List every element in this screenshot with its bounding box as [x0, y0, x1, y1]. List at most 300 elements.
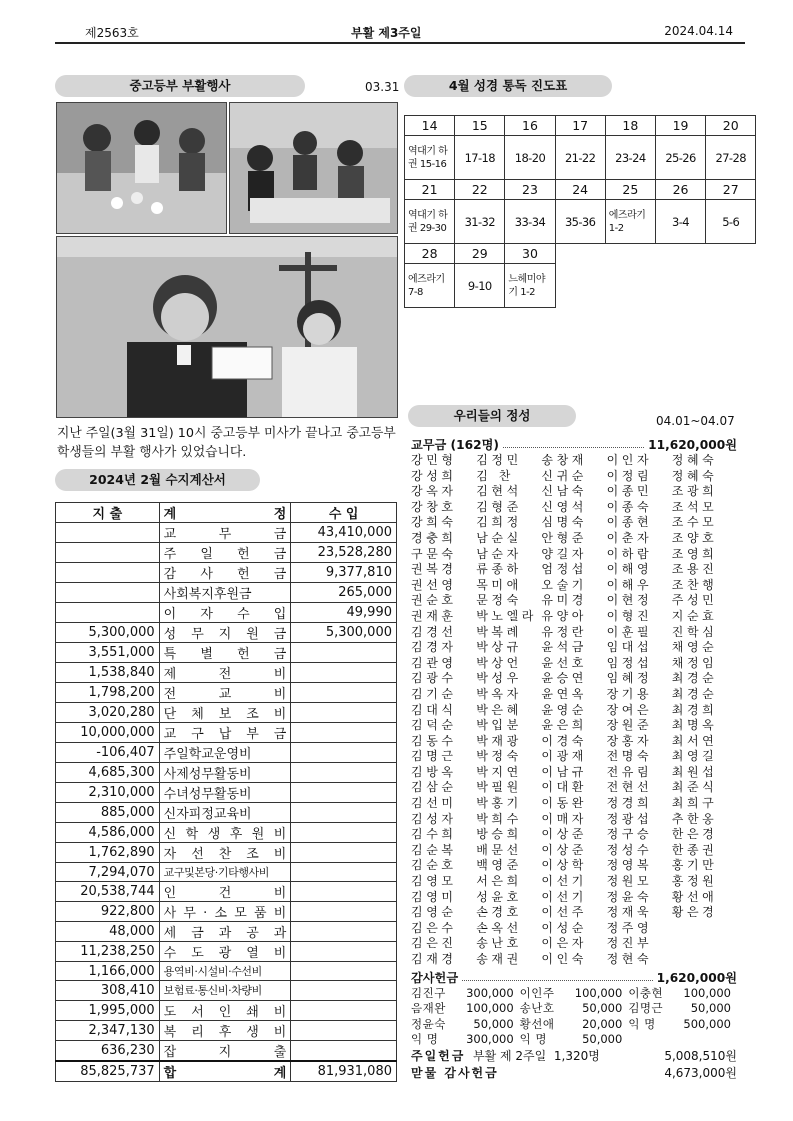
ledger-out-cell: 5,300,000	[56, 623, 160, 643]
gyomu-label: 교무금 (162명)	[411, 438, 499, 452]
donor-name: 방승희	[476, 827, 522, 842]
schedule-reading: 33-34	[505, 200, 555, 244]
donor-name: 이현정	[606, 593, 653, 608]
ledger-total-row	[56, 1061, 397, 1082]
donor-name: 김덕순	[411, 718, 457, 733]
donor-row	[411, 671, 737, 687]
donor-name: 이하람	[606, 546, 653, 561]
donor-name: 진학심	[671, 624, 718, 639]
schedule-reading: 21-22	[555, 136, 605, 180]
schedule-day: 17	[555, 116, 605, 136]
gift-amount: 100,000	[574, 985, 623, 1000]
thanks-label: 맏물 감사헌금	[411, 1065, 499, 1080]
donor-name: 조용진	[671, 562, 718, 577]
ledger-in-cell	[291, 942, 397, 962]
ledger-in-cell: 43,410,000	[291, 523, 397, 543]
ledger-row	[56, 623, 397, 643]
schedule-day: 23	[505, 180, 555, 200]
ledger-item-cell: 수녀성무활동비	[159, 783, 291, 803]
gift-donor: 이인주	[519, 985, 555, 1000]
donor-name: 김현석	[476, 484, 522, 499]
donor-name: 권선영	[411, 577, 457, 592]
donor-name: 박복례	[476, 624, 522, 639]
donor-row	[411, 890, 737, 906]
ledger-item-cell: 신 학 생 후 원 비	[159, 823, 291, 843]
donor-name: 최명옥	[671, 718, 718, 733]
donor-name: 홍기만	[671, 858, 718, 873]
donor-name: 최준식	[671, 780, 718, 795]
schedule-reading-row	[405, 136, 756, 180]
donor-row	[411, 734, 737, 750]
gyomu-names	[411, 453, 737, 968]
donor-name: 목미애	[476, 577, 522, 592]
ledger-item-cell: 사 무 · 소 모 품 비	[159, 902, 291, 922]
donor-name: 박성우	[476, 671, 522, 686]
donor-row	[411, 656, 737, 672]
donor-name: 지순효	[671, 608, 718, 623]
donor-row	[411, 749, 737, 765]
sunday-count: 1,320명	[553, 1048, 600, 1063]
donor-row	[411, 562, 737, 578]
donor-name: 송재권	[476, 952, 522, 966]
ledger-out-cell	[56, 603, 160, 623]
ledger-header-in: 수 입	[291, 503, 397, 523]
event-photo-1	[56, 102, 227, 234]
gift-row	[411, 1032, 737, 1048]
donor-name: 이성순	[541, 920, 587, 935]
schedule-reading-row	[405, 200, 756, 244]
gift-row	[411, 986, 737, 1002]
event-date: 03.31	[365, 80, 400, 94]
ledger-header-item: 계 정	[159, 503, 291, 523]
ledger-item-cell: 세 금 과 공 과	[159, 922, 291, 942]
donor-name: 정혜숙	[671, 468, 718, 483]
ledger-out-cell: 1,762,890	[56, 843, 160, 863]
donor-name: 문정숙	[476, 593, 522, 608]
donor-name: 추한옹	[671, 811, 718, 826]
schedule-day: 29	[455, 244, 505, 264]
ledger-item-cell: 보험료·통신비·차량비	[159, 981, 291, 1000]
gift-donor: 황선애	[519, 1016, 555, 1031]
ledger-item-cell: 잡 지 출	[159, 1040, 291, 1061]
donor-name: 권복경	[411, 562, 457, 577]
ledger-item-cell: 이 자 수 입	[159, 603, 291, 623]
ledger-row	[56, 803, 397, 823]
liturgical-title: 부활 제3주일	[351, 26, 422, 40]
donor-name: 김선미	[411, 796, 457, 811]
gift-amount: 100,000	[683, 985, 731, 1000]
schedule-reading: 31-32	[455, 200, 505, 244]
schedule-day: 19	[655, 116, 705, 136]
gift-donor: 정윤숙	[411, 1016, 446, 1031]
ledger-row	[56, 583, 397, 603]
donor-name: 김광수	[411, 671, 457, 686]
ledger-table	[55, 502, 397, 1082]
ledger-out-cell: -106,407	[56, 743, 160, 763]
donor-name: 박지연	[476, 764, 522, 779]
ledger-out-cell: 10,000,000	[56, 723, 160, 743]
donor-name: 이해우	[606, 577, 653, 592]
donor-name: 김희정	[476, 515, 522, 530]
donor-name: 강성희	[411, 468, 457, 483]
schedule-day: 16	[505, 116, 555, 136]
ledger-row	[56, 981, 397, 1000]
gift-amount: 50,000	[473, 1016, 514, 1031]
schedule-reading: 에즈라기 7-8	[405, 264, 455, 308]
donor-name: 정경희	[606, 796, 653, 811]
donor-name: 장원준	[606, 718, 653, 733]
donor-name: 조영희	[671, 546, 718, 561]
donor-name: 조양호	[671, 530, 718, 545]
donor-name: 강희숙	[411, 515, 457, 530]
donor-name: 유미경	[541, 593, 587, 608]
donor-name: 김정민	[476, 453, 522, 467]
donor-row	[411, 531, 737, 547]
donor-name: 김동수	[411, 733, 457, 748]
ledger-row	[56, 942, 397, 962]
donor-name: 장기용	[606, 686, 653, 701]
donor-row	[411, 547, 737, 563]
ledger-row	[56, 703, 397, 723]
donor-name: 정성수	[606, 842, 653, 857]
ledger-in-cell: 5,300,000	[291, 623, 397, 643]
ledger-row	[56, 783, 397, 803]
donor-name: 배문선	[476, 842, 522, 857]
event-photo-3	[56, 236, 398, 418]
donor-name: 황은경	[671, 905, 718, 920]
gamsa-line	[411, 969, 737, 986]
ledger-total-label: 합 계	[159, 1061, 291, 1082]
donor-name: 김대식	[411, 702, 457, 717]
donor-row	[411, 874, 737, 890]
ledger-item-cell: 수 도 광 열 비	[159, 942, 291, 962]
donor-name: 윤승연	[541, 671, 587, 686]
donor-row	[411, 578, 737, 594]
donor-name: 이상학	[541, 858, 587, 873]
donor-name: 이선기	[541, 889, 587, 904]
donor-name: 김형준	[476, 499, 522, 514]
donor-name: 이정림	[606, 468, 653, 483]
donor-name: 신귀순	[541, 468, 587, 483]
ledger-out-cell: 308,410	[56, 981, 160, 1000]
donor-name: 전유림	[606, 764, 653, 779]
donor-row	[411, 500, 737, 516]
gift-amount: 300,000	[466, 985, 514, 1000]
donor-name	[672, 936, 737, 952]
ledger-item-cell: 신자피정교육비	[159, 803, 291, 823]
ledger-in-cell	[291, 962, 397, 981]
ledger-in-cell	[291, 643, 397, 663]
ledger-out-cell: 636,230	[56, 1040, 160, 1061]
schedule-reading: 17-18	[455, 136, 505, 180]
gyomu-amount: 11,620,000원	[648, 438, 737, 452]
event-photo-2	[229, 102, 398, 234]
donor-name: 손경호	[476, 905, 522, 920]
donor-name: 김삼순	[411, 780, 457, 795]
donor-name: 황선애	[671, 889, 718, 904]
ledger-item-cell: 복 리 후 생 비	[159, 1020, 291, 1040]
donor-name: 손옥선	[476, 920, 522, 935]
ledger-item-cell: 사회복지후원금	[159, 583, 291, 603]
ledger-out-cell: 1,166,000	[56, 962, 160, 981]
sunday-label: 주일헌금	[411, 1048, 466, 1063]
donor-row	[411, 812, 737, 828]
ledger-out-cell	[56, 563, 160, 583]
donor-name: 정광섭	[606, 811, 653, 826]
donor-name: 신남숙	[541, 484, 587, 499]
donor-row	[411, 796, 737, 812]
donor-name: 이상준	[541, 827, 587, 842]
donor-name: 전명숙	[606, 749, 653, 764]
gamsa-gifts	[411, 986, 737, 1048]
donor-row	[411, 936, 737, 952]
thanks-amount: 4,673,000원	[664, 1065, 737, 1080]
donor-name: 임대섭	[606, 640, 653, 655]
ledger-out-cell: 922,800	[56, 902, 160, 922]
donor-name: 최원섭	[671, 764, 718, 779]
schedule-day: 28	[405, 244, 455, 264]
donor-name: 오술기	[541, 577, 587, 592]
donor-name: 최경희	[671, 702, 718, 717]
ledger-body	[56, 523, 397, 1061]
donor-name: 박은혜	[476, 702, 522, 717]
donor-name: 백영준	[476, 858, 522, 873]
donor-row	[411, 921, 737, 937]
donor-name: 양길자	[541, 546, 587, 561]
ledger-in-cell	[291, 743, 397, 763]
ledger-row	[56, 1020, 397, 1040]
donor-name: 이광재	[541, 749, 587, 764]
offerings-period: 04.01~04.07	[656, 414, 735, 428]
gift-donor: 송난호	[519, 1001, 555, 1016]
donor-name: 정현숙	[606, 952, 653, 966]
gift-amount: 100,000	[466, 1001, 514, 1016]
ledger-row	[56, 543, 397, 563]
donor-name: 김경자	[411, 640, 457, 655]
ledger-item-cell: 인 건 비	[159, 882, 291, 902]
donor-name: 조수모	[671, 515, 718, 530]
schedule-title: 4월 성경 통독 진도표	[404, 75, 612, 97]
donor-name: 이해영	[606, 562, 653, 577]
ledger-item-cell: 전 교 비	[159, 683, 291, 703]
donor-name: 유양아	[541, 608, 587, 623]
ledger-title: 2024년 2월 수지계산서	[55, 469, 260, 491]
reading-schedule-table	[404, 115, 756, 308]
gift-donor	[628, 1032, 678, 1048]
donor-name: 최경순	[671, 671, 718, 686]
donor-name: 임혜정	[606, 671, 653, 686]
donor-name: 이종숙	[606, 499, 653, 514]
donor-name: 권재훈	[411, 608, 457, 623]
schedule-reading: 25-26	[655, 136, 705, 180]
offerings-list	[411, 436, 737, 1082]
ledger-in-cell	[291, 863, 397, 882]
ledger-in-cell	[291, 882, 397, 902]
ledger-in-cell	[291, 843, 397, 863]
schedule-reading: 27-28	[706, 136, 756, 180]
donor-name: 임정섭	[606, 655, 653, 670]
donor-name: 권순호	[411, 593, 457, 608]
ledger-out-cell: 7,294,070	[56, 863, 160, 882]
ledger-row	[56, 882, 397, 902]
ledger-in-cell: 265,000	[291, 583, 397, 603]
donor-name: 조석모	[671, 499, 718, 514]
sunday-offering-line	[411, 1048, 737, 1065]
donor-name: 박재광	[476, 733, 522, 748]
donor-row	[411, 515, 737, 531]
donor-name: 윤영순	[541, 702, 587, 717]
donor-name: 김재경	[411, 952, 457, 966]
ledger-in-cell	[291, 683, 397, 703]
donor-name: 송창재	[541, 453, 587, 467]
ledger-row	[56, 922, 397, 942]
donor-name: 박상규	[476, 640, 522, 655]
ledger-row	[56, 563, 397, 583]
donor-name: 김경선	[411, 624, 457, 639]
gift-donor: 익 명	[411, 1032, 439, 1047]
schedule-day: 24	[555, 180, 605, 200]
donor-row	[411, 952, 737, 968]
donor-name: 김관영	[411, 655, 457, 670]
donor-name: 정주영	[606, 920, 653, 935]
donor-name: 김순호	[411, 858, 457, 873]
donor-row	[411, 687, 737, 703]
ledger-out-cell: 4,586,000	[56, 823, 160, 843]
donor-name	[672, 921, 737, 937]
ledger-out-cell: 1,995,000	[56, 1000, 160, 1020]
ledger-out-cell: 20,538,744	[56, 882, 160, 902]
ledger-total-out: 85,825,737	[56, 1061, 160, 1082]
donor-row	[411, 858, 737, 874]
sunday-amount: 5,008,510원	[664, 1048, 737, 1063]
donor-name: 정혜숙	[671, 453, 718, 467]
ledger-out-cell: 2,310,000	[56, 783, 160, 803]
ledger-total-in: 81,931,080	[291, 1061, 397, 1082]
donor-name: 채영순	[671, 640, 718, 655]
ledger-out-cell: 3,020,280	[56, 703, 160, 723]
ledger-item-cell: 특 별 헌 금	[159, 643, 291, 663]
donor-name: 정구승	[606, 827, 653, 842]
ledger-out-cell: 48,000	[56, 922, 160, 942]
gift-amount	[679, 1032, 737, 1048]
donor-name: 정윤숙	[606, 889, 653, 904]
schedule-day: 20	[706, 116, 756, 136]
gift-donor: 익 명	[519, 1032, 548, 1047]
ledger-row	[56, 902, 397, 922]
donor-name: 조찬행	[671, 577, 718, 592]
donor-name: 강옥자	[411, 484, 457, 499]
ledger-header-row	[56, 503, 397, 523]
donor-name: 이인자	[606, 453, 653, 467]
ledger-in-cell: 49,990	[291, 603, 397, 623]
ledger-item-cell: 자 선 찬 조 비	[159, 843, 291, 863]
donor-row	[411, 484, 737, 500]
ledger-out-cell: 4,685,300	[56, 763, 160, 783]
gift-amount: 50,000	[582, 1001, 623, 1016]
donor-name: 최희구	[671, 796, 718, 811]
donor-name: 윤은희	[541, 718, 587, 733]
schedule-day: 30	[505, 244, 555, 264]
gift-donor: 김명근	[628, 1001, 664, 1016]
donor-name: 박필원	[476, 780, 522, 795]
ledger-row	[56, 743, 397, 763]
donor-name: 김성자	[411, 811, 457, 826]
gift-amount: 50,000	[582, 1032, 623, 1047]
donor-name: 김은진	[411, 936, 457, 951]
donor-row	[411, 703, 737, 719]
donor-name: 이대환	[541, 780, 587, 795]
gift-donor: 김진구	[411, 985, 446, 1000]
donor-name: 남순자	[476, 546, 522, 561]
donor-name: 구문숙	[411, 546, 457, 561]
ledger-in-cell	[291, 981, 397, 1000]
gift-amount: 300,000	[466, 1032, 514, 1047]
schedule-day: 25	[605, 180, 655, 200]
schedule-day-row	[405, 244, 756, 264]
ledger-in-cell	[291, 723, 397, 743]
ledger-item-cell: 감 사 헌 금	[159, 563, 291, 583]
gift-row	[411, 1017, 737, 1033]
gift-amount: 20,000	[582, 1016, 623, 1031]
donor-name: 정진부	[606, 936, 653, 951]
donor-name: 김수희	[411, 827, 457, 842]
event-title: 중고등부 부활행사	[55, 75, 305, 97]
donor-row	[411, 469, 737, 485]
gift-amount: 50,000	[690, 1001, 731, 1016]
donor-name: 박희수	[476, 811, 522, 826]
schedule-reading: 에즈라기 1-2	[605, 200, 655, 244]
gift-donor: 익 명	[628, 1016, 656, 1031]
schedule-reading: 역대기 하권 15-16	[405, 136, 455, 180]
gamsa-label: 감사헌금	[411, 970, 459, 985]
event-caption: 지난 주일(3월 31일) 10시 중고등부 미사가 끝나고 중고등부 학생들의 부활 행사가 있었습니다.	[57, 426, 396, 460]
donor-name: 윤석금	[541, 640, 587, 655]
donor-name: 이경숙	[541, 733, 587, 748]
donor-name: 이은자	[541, 936, 587, 951]
donor-name: 윤선호	[541, 655, 587, 670]
schedule-reading-row	[405, 264, 756, 308]
donor-name: 이상준	[541, 842, 587, 857]
schedule-reading: 느헤미야기 1-2	[505, 264, 555, 308]
donor-name: 박홍기	[476, 796, 522, 811]
donor-name: 정영복	[606, 858, 653, 873]
ledger-in-cell	[291, 1000, 397, 1020]
ledger-item-cell: 성 무 지 원 금	[159, 623, 291, 643]
donor-name: 이종민	[606, 484, 653, 499]
ledger-row	[56, 823, 397, 843]
ledger-item-cell: 교 무 금	[159, 523, 291, 543]
ledger-in-cell	[291, 1040, 397, 1061]
ledger-in-cell	[291, 902, 397, 922]
donor-row	[411, 843, 737, 859]
schedule-day: 15	[455, 116, 505, 136]
donor-name: 한은경	[671, 827, 718, 842]
ledger-out-cell	[56, 543, 160, 563]
donor-row	[411, 718, 737, 734]
donor-name: 이매자	[541, 811, 587, 826]
donor-name: 윤연옥	[541, 686, 587, 701]
schedule-day: 22	[455, 180, 505, 200]
ledger-out-cell	[56, 583, 160, 603]
ledger-row	[56, 962, 397, 981]
donor-name: 최영길	[671, 749, 718, 764]
gift-row	[411, 1001, 737, 1017]
gift-amount: 500,000	[683, 1016, 731, 1031]
ledger-out-cell	[56, 523, 160, 543]
schedule-day: 26	[655, 180, 705, 200]
donor-name: 박옥자	[476, 686, 522, 701]
ledger-item-cell: 주일학교운영비	[159, 743, 291, 763]
